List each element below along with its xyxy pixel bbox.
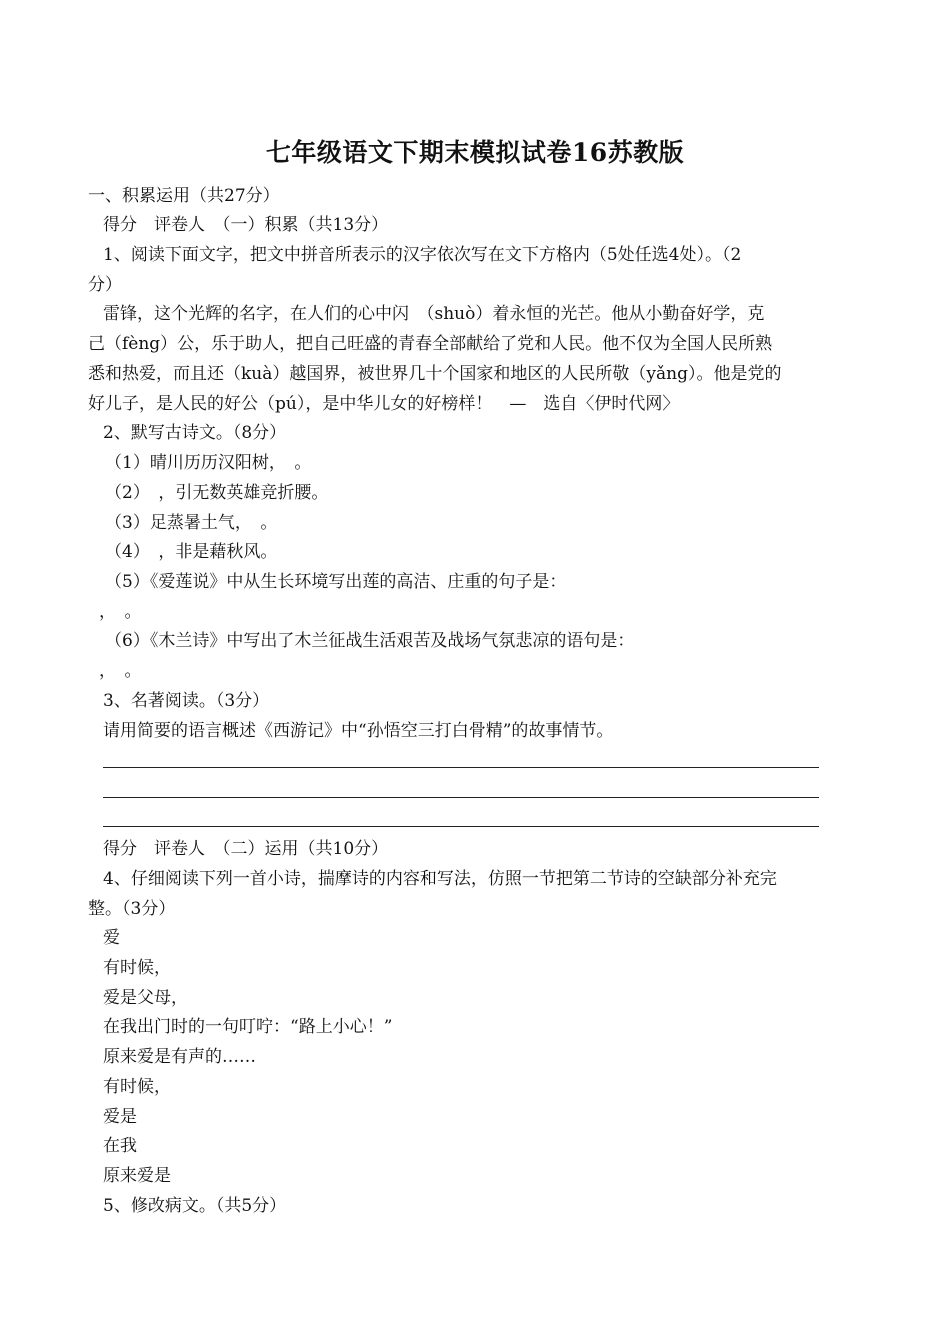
question-1-prompt: 1、阅读下面文字，把文中拼音所表示的汉字依次写在文下方格内（5处任选4处）。（2: [103, 245, 742, 265]
passage-line-2: 己（fèng）公，乐于助人，把自己旺盛的青春全部献给了党和人民。他不仅为全国人民所熟: [88, 334, 773, 354]
poem-line: 在我: [103, 1136, 137, 1156]
question-4-prompt-cont: 整。（3分）: [88, 899, 176, 919]
page-title: 七年级语文下期末模拟试卷16苏教版: [265, 138, 685, 167]
answer-line: [103, 797, 819, 798]
q2-item-6: （6）《木兰诗》中写出了木兰征战生活艰苦及战场气氛悲凉的语句是：: [105, 631, 635, 651]
poem-line: 爱是: [103, 1107, 137, 1127]
poem-line: 有时候，: [103, 1077, 171, 1097]
score-box-label-1: 得分 评卷人 （一）积累（共13分）: [103, 215, 389, 235]
q2-item-4: （4） ，非是藉秋风。: [105, 542, 278, 562]
passage-line-3: 悉和热爱，而且还（kuà）越国界，被世界几十个国家和地区的人民所敬（yǎng）。他是党的: [88, 364, 782, 384]
poem-title: 爱: [103, 928, 120, 948]
answer-line: [103, 826, 819, 827]
question-4-prompt: 4、仔细阅读下列一首小诗，揣摩诗的内容和写法，仿照一节把第二节诗的空缺部分补充完: [103, 869, 777, 889]
poem-line: 原来爱是有声的……: [103, 1047, 256, 1067]
passage-line-1: 雷锋，这个光辉的名字，在人们的心中闪 （shuò）着永恒的光芒。他从小勤奋好学，克: [103, 304, 765, 324]
q2-item-1: （1）晴川历历汉阳树， 。: [105, 453, 312, 473]
q2-item-6-blank: ， 。: [99, 661, 142, 681]
question-1-prompt-cont: 分）: [88, 275, 122, 295]
answer-line: [103, 767, 819, 768]
q2-item-5-blank: ， 。: [99, 602, 142, 622]
q2-item-5: （5）《爱莲说》中从生长环境写出莲的高洁、庄重的句子是：: [105, 572, 567, 592]
poem-line: 在我出门时的一句叮咛：“路上小心！”: [103, 1017, 393, 1037]
question-5-prompt: 5、修改病文。（共5分）: [103, 1196, 287, 1216]
poem-line: 有时候，: [103, 958, 171, 978]
question-2-prompt: 2、默写古诗文。（8分）: [103, 423, 287, 443]
q2-item-2: （2） ，引无数英雄竞折腰。: [105, 483, 329, 503]
section-one-heading: 一、积累运用（共27分）: [88, 186, 280, 206]
passage-line-4: 好儿子，是人民的好公（pú），是中华儿女的好榜样！ — 选自〈伊时代网〉: [88, 394, 680, 414]
question-3-instruction: 请用简要的语言概述《西游记》中“孙悟空三打白骨精”的故事情节。: [103, 721, 614, 741]
score-box-label-2: 得分 评卷人 （二）运用（共10分）: [103, 839, 389, 859]
poem-line: 爱是父母，: [103, 988, 188, 1008]
question-3-prompt: 3、名著阅读。（3分）: [103, 691, 270, 711]
q2-item-3: （3）足蒸暑土气， 。: [105, 513, 278, 533]
poem-line: 原来爱是: [103, 1166, 171, 1186]
